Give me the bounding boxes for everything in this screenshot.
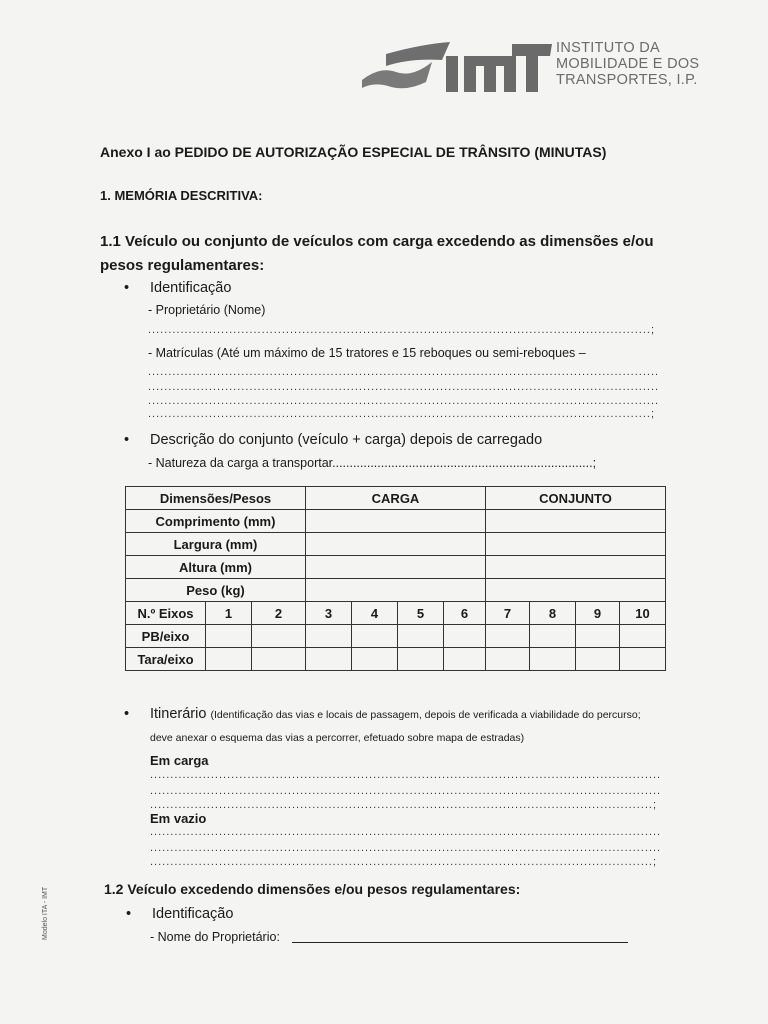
eixo-cell[interactable] [486,648,530,671]
descricao-item [124,432,543,448]
em-carga-dots: .............................................................................................................................. [150,769,662,781]
em-carga-dots: ............................................................................................................................; [150,799,658,811]
table-row [126,510,666,533]
itinerario-label: Itinerário [150,706,207,722]
eixo-number: 8 [530,602,576,625]
eixo-cell[interactable] [398,625,444,648]
eixo-number: 2 [252,602,306,625]
tara-eixo-row [126,648,666,671]
row-label: Tara/eixo [126,648,206,671]
identificacao-label: Identificação [150,280,232,296]
institute-name [556,40,699,88]
eixo-cell[interactable] [576,625,620,648]
eixo-cell[interactable] [620,648,666,671]
eixo-cell[interactable] [444,648,486,671]
eixos-row [126,602,666,625]
eixo-cell[interactable] [620,625,666,648]
eixo-number: 10 [620,602,666,625]
eixo-cell[interactable] [306,648,352,671]
eixo-number: 5 [398,602,444,625]
table-row [126,579,666,602]
em-vazio-dots: .............................................................................................................................. [150,826,662,838]
itinerario-note: (Identificação das vias e locais de passagem, depois de verificada a viabilidade do percurso; [210,709,641,721]
eixo-cell[interactable] [352,625,398,648]
eixo-cell[interactable] [576,648,620,671]
carga-cell[interactable] [306,579,486,602]
eixo-cell[interactable] [206,648,252,671]
section-1-1-heading: 1.1 Veículo ou conjunto de veículos com carga excedendo as dimensões e/ou pesos regulamentares: [100,233,654,274]
owner-label: - Proprietário (Nome) [148,303,266,317]
em-vazio-dots: ............................................................................................................................; [150,856,658,868]
owner-name-field[interactable] [292,941,628,943]
conjunto-cell[interactable] [486,579,666,602]
descricao-label: Descrição do conjunto (veículo + carga) depois de carregado [150,432,543,448]
itinerario-item [124,703,690,749]
carga-cell[interactable] [306,510,486,533]
matriculas-dots: .............................................................................................................................. [148,366,660,378]
eixo-cell[interactable] [486,625,530,648]
em-vazio-label: Em vazio [150,811,207,826]
table-header-cell: Dimensões/Pesos [126,487,306,510]
eixo-cell[interactable] [252,648,306,671]
identificacao2-label: Identificação [152,906,234,922]
em-carga-label: Em carga [150,753,209,768]
eixo-cell[interactable] [252,625,306,648]
conjunto-cell[interactable] [486,556,666,579]
eixo-number: 6 [444,602,486,625]
row-label: PB/eixo [126,625,206,648]
table-header-cell: CARGA [306,487,486,510]
eixo-cell[interactable] [398,648,444,671]
table-header-row [126,487,666,510]
table-header-cell: CONJUNTO [486,487,666,510]
bullet-icon: • [124,432,130,448]
eixo-number: 3 [306,602,352,625]
carga-cell[interactable] [306,533,486,556]
identificacao2-item [126,906,234,922]
table-row [126,533,666,556]
row-label: Altura (mm) [126,556,306,579]
page-title: Anexo I ao PEDIDO DE AUTORIZAÇÃO ESPECIAL DE TRÂNSITO (MINUTAS) [100,144,607,160]
dimensions-table [125,486,666,671]
matriculas-dots: .............................................................................................................................. [148,395,660,407]
institute-line: TRANSPORTES, I.P. [556,72,698,88]
row-label: Peso (kg) [126,579,306,602]
institute-line: INSTITUTO DA [556,40,661,56]
matriculas-label: - Matrículas (Até um máximo de 15 tratores e 15 reboques ou semi-reboques – [148,346,586,360]
em-carga-dots: .............................................................................................................................. [150,785,662,797]
row-label: Comprimento (mm) [126,510,306,533]
imt-logo-icon [362,36,552,100]
row-label: Largura (mm) [126,533,306,556]
matriculas-dots: ............................................................................................................................; [148,408,656,420]
table-row [126,556,666,579]
conjunto-cell[interactable] [486,510,666,533]
owner-dots: ............................................................................................................................; [148,324,656,336]
eixo-cell[interactable] [206,625,252,648]
section-1-2-heading: 1.2 Veículo excedendo dimensões e/ou pesos regulamentares: [104,881,521,897]
pb-eixo-row [126,625,666,648]
carga-cell[interactable] [306,556,486,579]
natureza-line: - Natureza da carga a transportar...........................................................................; [148,456,597,470]
eixo-cell[interactable] [352,648,398,671]
bullet-icon: • [126,906,132,922]
identificacao-item [124,280,232,296]
bullet-icon: • [124,280,130,296]
section-1-heading: 1. MEMÓRIA DESCRITIVA: [100,188,263,203]
form-code: Modelo ITA - IMT [42,886,49,940]
bullet-icon: • [124,706,130,722]
eixo-number: 4 [352,602,398,625]
eixo-number: 1 [206,602,252,625]
eixo-cell[interactable] [444,625,486,648]
eixo-number: 7 [486,602,530,625]
row-label: N.º Eixos [126,602,206,625]
institute-line: MOBILIDADE E DOS [556,56,700,72]
eixo-cell[interactable] [306,625,352,648]
itinerario-note-2: deve anexar o esquema das vias a percorrer, efetuado sobre mapa de estradas) [150,732,525,744]
matriculas-dots: .............................................................................................................................. [148,381,660,393]
logo-text: IMT [362,36,364,37]
em-vazio-dots: .............................................................................................................................. [150,842,662,854]
conjunto-cell[interactable] [486,533,666,556]
eixo-cell[interactable] [530,625,576,648]
owner-name-label: - Nome do Proprietário: [150,930,280,944]
eixo-number: 9 [576,602,620,625]
eixo-cell[interactable] [530,648,576,671]
